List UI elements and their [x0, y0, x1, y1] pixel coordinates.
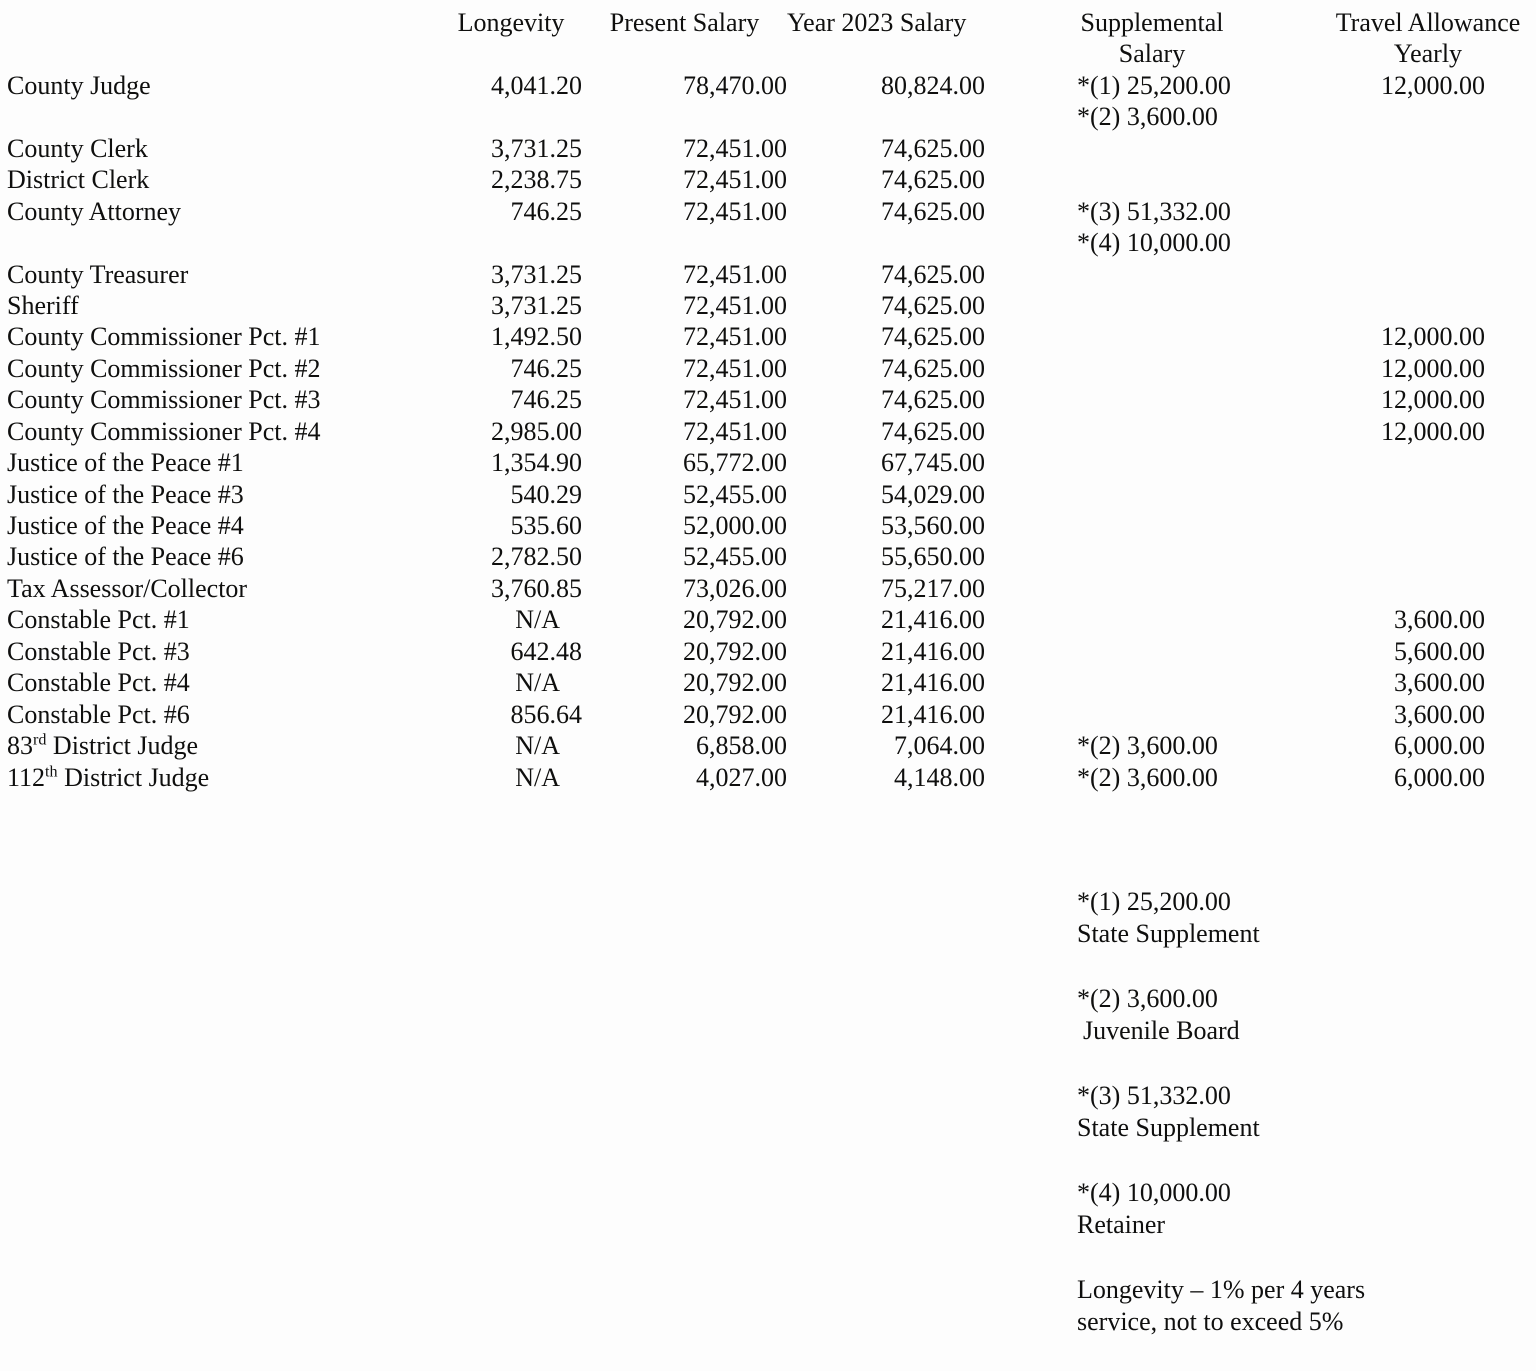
supplemental-salary-cell: *(2) 3,600.00 — [1077, 731, 1218, 761]
longevity-cell: 856.64 — [510, 699, 582, 729]
present-salary-cell: 20,792.00 — [683, 668, 787, 698]
travel-allowance-cell: 5,600.00 — [1394, 636, 1485, 666]
longevity-cell: N/A — [515, 731, 560, 761]
year-2023-salary-cell: 74,625.00 — [881, 322, 985, 352]
year-2023-salary-cell: 80,824.00 — [881, 70, 985, 100]
year-2023-salary-cell: 75,217.00 — [881, 573, 985, 603]
supplemental-salary-cell — [985, 604, 1320, 635]
travel-allowance-cell — [1320, 133, 1536, 164]
travel-allowance-cell — [1320, 541, 1536, 572]
year-2023-salary-cell: 74,625.00 — [881, 259, 985, 289]
office-cell: 112th District Judge — [7, 762, 210, 792]
header-year-2023-salary: Year 2023 Salary — [787, 8, 967, 37]
supplemental-salary-cell — [985, 699, 1320, 730]
table-row — [0, 164, 1536, 195]
table-row — [0, 259, 1536, 290]
header-office-spacer — [0, 7, 440, 38]
footnote-amount: *(2) 3,600.00 — [1077, 984, 1218, 1013]
office-cell: County Commissioner Pct. #4 — [7, 416, 321, 446]
year-2023-salary-cell — [787, 227, 985, 258]
travel-allowance-cell — [1320, 573, 1536, 604]
supplemental-salary-cell — [985, 133, 1320, 164]
present-salary-cell — [582, 227, 787, 258]
footnote-amount: *(4) 10,000.00 — [1077, 1178, 1231, 1207]
longevity-cell: 1,492.50 — [491, 322, 582, 352]
office-cell — [0, 227, 440, 258]
longevity-cell: 2,985.00 — [491, 416, 582, 446]
year-2023-salary-cell: 21,416.00 — [881, 699, 985, 729]
supplemental-salary-cell — [985, 321, 1320, 352]
header-supplemental-salary — [985, 7, 1320, 38]
present-salary-cell: 72,451.00 — [683, 196, 787, 226]
longevity-note — [1077, 1274, 1497, 1338]
supplemental-salary-cell — [985, 447, 1320, 478]
longevity-cell: 746.25 — [510, 353, 582, 383]
travel-allowance-cell: 6,000.00 — [1394, 762, 1485, 792]
longevity-cell — [440, 101, 582, 132]
footnotes — [1077, 886, 1497, 1371]
footnote-3-state-supplement — [1077, 1080, 1497, 1144]
travel-allowance-cell: 3,600.00 — [1394, 699, 1485, 729]
supplemental-salary-cell — [985, 510, 1320, 541]
table-row — [0, 321, 1536, 352]
table-row — [0, 636, 1536, 667]
office-cell: Sheriff — [7, 290, 79, 320]
office-cell: Tax Assessor/Collector — [7, 573, 248, 603]
longevity-cell: 3,731.25 — [491, 259, 582, 289]
salary-table — [0, 7, 1536, 793]
footnote-label: Juvenile Board — [1083, 1016, 1240, 1045]
table-row — [0, 447, 1536, 478]
table-row — [0, 479, 1536, 510]
table-row — [0, 416, 1536, 447]
supplemental-salary-cell — [985, 259, 1320, 290]
longevity-cell: 2,238.75 — [491, 165, 582, 195]
present-salary-cell: 72,451.00 — [683, 259, 787, 289]
year-2023-salary-cell: 53,560.00 — [881, 511, 985, 540]
travel-allowance-cell — [1320, 479, 1536, 510]
present-salary-cell: 4,027.00 — [696, 762, 787, 792]
supplemental-salary-cell — [985, 353, 1320, 384]
table-row — [0, 667, 1536, 698]
supplemental-salary-cell: *(1) 25,200.00 — [1077, 70, 1231, 100]
supplemental-salary-cell: *(2) 3,600.00 — [1077, 102, 1218, 132]
table-row-supplemental-continuation — [0, 101, 1536, 132]
year-2023-salary-cell: 74,625.00 — [881, 133, 985, 163]
longevity-cell: N/A — [515, 668, 560, 698]
table-row — [0, 133, 1536, 164]
table-header-row-1 — [0, 7, 1536, 38]
present-salary-cell: 20,792.00 — [683, 699, 787, 729]
table-header-row-2 — [0, 38, 1536, 69]
office-cell: County Judge — [7, 70, 151, 100]
year-2023-salary-cell: 21,416.00 — [881, 605, 985, 635]
office-cell: County Attorney — [7, 196, 182, 226]
office-cell: Constable Pct. #4 — [7, 668, 190, 698]
longevity-cell: 746.25 — [510, 196, 582, 226]
table-row — [0, 196, 1536, 227]
year-2023-salary-cell: 55,650.00 — [881, 542, 985, 572]
year-2023-salary-cell: 21,416.00 — [881, 668, 985, 698]
office-cell: Justice of the Peace #4 — [7, 511, 244, 540]
table-row-supplemental-continuation — [0, 227, 1536, 258]
year-2023-salary-cell: 74,625.00 — [881, 353, 985, 383]
longevity-cell: 3,760.85 — [491, 573, 582, 603]
supplemental-salary-cell — [985, 416, 1320, 447]
office-cell: County Commissioner Pct. #2 — [7, 353, 321, 383]
present-salary-cell: 20,792.00 — [683, 636, 787, 666]
year-2023-salary-cell: 21,416.00 — [881, 636, 985, 666]
longevity-cell: 3,731.25 — [491, 133, 582, 163]
present-salary-cell: 52,000.00 — [683, 511, 787, 540]
header-spacer — [582, 38, 787, 69]
travel-allowance-cell: 12,000.00 — [1381, 416, 1485, 446]
footnote-label: State Supplement — [1077, 1113, 1260, 1142]
table-row — [0, 384, 1536, 415]
header-supplemental-line2: Salary — [1118, 39, 1186, 69]
present-salary-cell: 73,026.00 — [683, 573, 787, 603]
travel-allowance-cell: 12,000.00 — [1381, 70, 1485, 100]
longevity-cell: 3,731.25 — [491, 290, 582, 320]
footnote-1-state-supplement — [1077, 886, 1497, 950]
longevity-note-line1: Longevity – 1% per 4 years — [1077, 1275, 1366, 1304]
present-salary-cell: 72,451.00 — [683, 165, 787, 195]
present-salary-cell: 52,455.00 — [683, 542, 787, 572]
office-cell: Constable Pct. #3 — [7, 636, 190, 666]
footnote-amount: *(1) 25,200.00 — [1077, 887, 1231, 916]
year-2023-salary-cell: 4,148.00 — [894, 762, 985, 792]
header-supplemental-salary-line2 — [985, 38, 1320, 69]
year-2023-salary-cell: 67,745.00 — [881, 448, 985, 478]
year-2023-salary-cell: 7,064.00 — [894, 731, 985, 761]
travel-allowance-cell: 6,000.00 — [1394, 731, 1485, 761]
travel-allowance-cell — [1320, 196, 1536, 227]
office-cell: Constable Pct. #6 — [7, 699, 190, 729]
travel-allowance-cell — [1320, 510, 1536, 541]
travel-allowance-cell — [1320, 259, 1536, 290]
longevity-cell: 540.29 — [510, 479, 582, 509]
present-salary-cell: 72,451.00 — [683, 353, 787, 383]
table-row — [0, 353, 1536, 384]
table-row — [0, 604, 1536, 635]
year-2023-salary-cell: 54,029.00 — [881, 479, 985, 509]
supplemental-salary-cell — [985, 636, 1320, 667]
office-cell: County Clerk — [7, 133, 148, 163]
office-cell: County Commissioner Pct. #1 — [7, 322, 321, 352]
longevity-cell: 642.48 — [510, 636, 582, 666]
present-salary-cell: 72,451.00 — [683, 416, 787, 446]
header-travel-yearly: Yearly — [1393, 39, 1463, 69]
header-travel-allowance: Travel Allowance — [1335, 8, 1521, 37]
year-2023-salary-cell: 74,625.00 — [881, 165, 985, 195]
present-salary-cell — [582, 101, 787, 132]
travel-allowance-cell: 3,600.00 — [1394, 668, 1485, 698]
year-2023-salary-cell: 74,625.00 — [881, 196, 985, 226]
header-spacer — [440, 38, 582, 69]
table-row — [0, 541, 1536, 572]
supplemental-salary-cell: *(4) 10,000.00 — [1077, 228, 1231, 258]
longevity-cell: N/A — [515, 605, 560, 635]
office-cell — [0, 101, 440, 132]
table-row — [0, 699, 1536, 730]
present-salary-cell: 78,470.00 — [683, 70, 787, 100]
table-row — [0, 573, 1536, 604]
table-row — [0, 510, 1536, 541]
travel-allowance-cell: 12,000.00 — [1381, 322, 1485, 352]
table-row — [0, 730, 1536, 761]
year-2023-salary-cell: 74,625.00 — [881, 416, 985, 446]
office-cell: Justice of the Peace #1 — [7, 448, 244, 478]
longevity-cell: 746.25 — [510, 385, 582, 415]
longevity-cell: 4,041.20 — [491, 70, 582, 100]
present-salary-cell: 65,772.00 — [683, 448, 787, 478]
supplemental-salary-cell: *(3) 51,332.00 — [1077, 196, 1231, 226]
longevity-cell — [440, 227, 582, 258]
office-cell: Justice of the Peace #6 — [7, 542, 244, 572]
present-salary-cell: 72,451.00 — [683, 290, 787, 320]
footnote-2-juvenile-board — [1077, 983, 1497, 1047]
year-2023-salary-cell: 74,625.00 — [881, 290, 985, 320]
header-supplemental-line1: Supplemental — [1080, 8, 1224, 37]
footnote-label: State Supplement — [1077, 919, 1260, 948]
year-2023-salary-cell: 74,625.00 — [881, 385, 985, 415]
supplemental-salary-cell — [985, 667, 1320, 698]
office-cell: Justice of the Peace #3 — [7, 479, 244, 509]
travel-allowance-cell: 3,600.00 — [1394, 605, 1485, 635]
present-salary-cell: 72,451.00 — [683, 133, 787, 163]
travel-allowance-cell — [1320, 164, 1536, 195]
office-cell: County Commissioner Pct. #3 — [7, 385, 321, 415]
travel-allowance-cell — [1320, 101, 1536, 132]
office-cell: District Clerk — [7, 165, 150, 195]
present-salary-cell: 52,455.00 — [683, 479, 787, 509]
longevity-cell: 2,782.50 — [491, 542, 582, 572]
present-salary-cell: 72,451.00 — [683, 385, 787, 415]
year-2023-salary-cell — [787, 101, 985, 132]
footnote-amount: *(3) 51,332.00 — [1077, 1081, 1231, 1110]
supplemental-salary-cell — [985, 541, 1320, 572]
supplemental-salary-cell — [985, 573, 1320, 604]
header-spacer — [787, 38, 985, 69]
supplemental-salary-cell — [985, 290, 1320, 321]
supplemental-salary-cell: *(2) 3,600.00 — [1077, 762, 1218, 792]
travel-allowance-cell: 12,000.00 — [1381, 353, 1485, 383]
travel-allowance-cell — [1320, 447, 1536, 478]
travel-allowance-cell: 12,000.00 — [1381, 385, 1485, 415]
header-present-salary: Present Salary — [609, 8, 760, 37]
present-salary-cell: 6,858.00 — [696, 731, 787, 761]
present-salary-cell: 72,451.00 — [683, 322, 787, 352]
longevity-cell: N/A — [515, 762, 560, 792]
travel-allowance-cell — [1320, 227, 1536, 258]
office-cell: Constable Pct. #1 — [7, 605, 190, 635]
supplemental-salary-cell — [985, 479, 1320, 510]
supplemental-salary-cell — [985, 164, 1320, 195]
longevity-note-line2: service, not to exceed 5% — [1077, 1307, 1344, 1336]
table-row — [0, 70, 1536, 101]
header-longevity: Longevity — [457, 8, 565, 37]
longevity-cell: 1,354.90 — [491, 448, 582, 478]
footnote-4-retainer — [1077, 1177, 1497, 1241]
office-cell: 83rd District Judge — [7, 731, 199, 761]
table-body — [0, 70, 1536, 793]
table-row — [0, 762, 1536, 793]
footnote-label: Retainer — [1077, 1210, 1166, 1239]
present-salary-cell: 20,792.00 — [683, 605, 787, 635]
header-office-spacer — [0, 38, 440, 69]
travel-allowance-cell — [1320, 290, 1536, 321]
table-row — [0, 290, 1536, 321]
office-cell: County Treasurer — [7, 259, 189, 289]
supplemental-salary-cell — [985, 384, 1320, 415]
longevity-cell: 535.60 — [510, 511, 582, 540]
